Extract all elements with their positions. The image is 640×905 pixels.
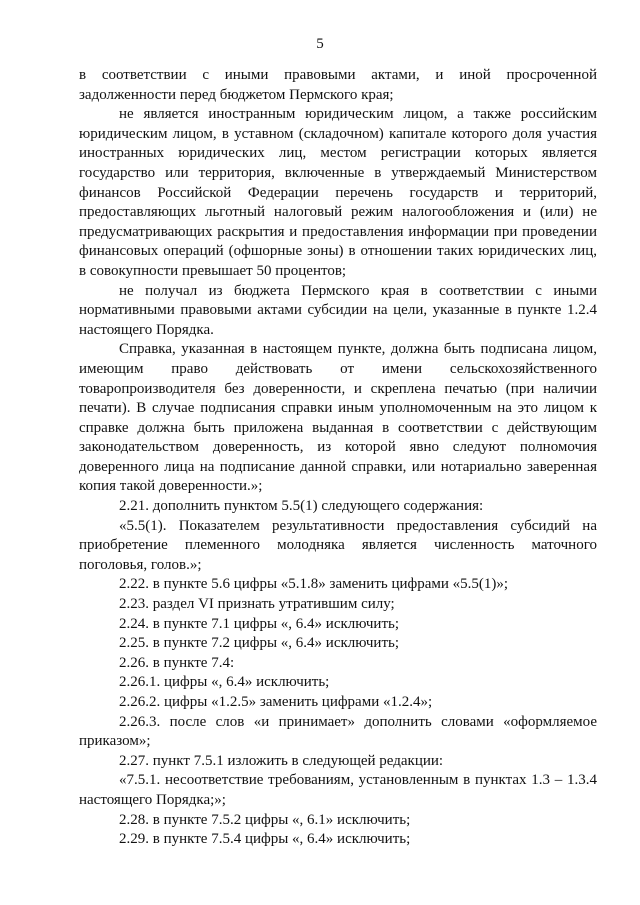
paragraph-10: 2.25. в пункте 7.2 цифры «, 6.4» исключить;: [119, 635, 400, 652]
paragraph-15: 2.27. пункт 7.5.1 изложить в следующей редакции:: [119, 752, 444, 769]
paragraph-7: 2.22. в пункте 5.6 цифры «5.1.8» заменить цифрами «5.5(1)»;: [119, 576, 509, 593]
paragraph-3: не получал из бюджета Пермского края в соответствии с иными нормативными правовыми актами субсидии на цели, указанные в пункте 1.2.4 настоящего Порядка.: [79, 282, 597, 338]
paragraph-6: «5.5(1). Показателем результативности предоставления субсидий на приобретение племенного молодняка является численность маточного поголовья, голов.»;: [79, 517, 597, 573]
paragraph-8: 2.23. раздел VI признать утратившим силу;: [119, 596, 395, 613]
document-body: [79, 66, 597, 850]
paragraph-13: 2.26.2. цифры «1.2.5» заменить цифрами «1.2.4»;: [119, 694, 433, 710]
paragraph-9: 2.24. в пункте 7.1 цифры «, 6.4» исключить;: [119, 615, 400, 632]
page-number: 5: [316, 36, 324, 52]
paragraph-17: 2.28. в пункте 7.5.2 цифры «, 6.1» исключить;: [119, 811, 411, 828]
paragraph-5: 2.21. дополнить пунктом 5.5(1) следующего содержания:: [119, 498, 484, 515]
paragraph-12: 2.26.1. цифры «, 6.4» исключить;: [119, 674, 330, 691]
paragraph-4: Справка, указанная в настоящем пункте, должна быть подписана лицом, имеющим право действовать от имени сельскохозяйственного товаропроизводителя без доверенности, и скреплена печатью (при наличии печати). В случае подписания справки иным уполномоченным на это лицом к справке должна быть приложена выданная в соответствии с действующим законодательством доверенность, из которой явно следуют полномочия доверенного лица на подписание данной справки, или нотариально заверенная копия такой доверенности.»;: [79, 341, 597, 495]
paragraph-1: в соответствии с иными правовыми актами, и иной просроченной задолженности перед бюджетом Пермского края;: [79, 67, 597, 103]
paragraph-14: 2.26.3. после слов «и принимает» дополнить словами «оформляемое приказом»;: [79, 713, 597, 750]
paragraph-2: не является иностранным юридическим лицом, а также российским юридическим лицом, в уставном (складочном) капитале которого доля участия иностранных юридических лиц, местом регистрации которых является государство или территория, включенные в утверждаемый Министерством финансов Российской Федерации перечень государств и территорий, предоставляющих льготный налоговый режим налогообложения и (или) не предусматривающих раскрытия и предоставления информации при проведении финансовых операций (офшорные зоны) в отношении таких юридических лиц, в совокупности превышает 50 процентов;: [79, 106, 597, 279]
paragraph-11: 2.26. в пункте 7.4:: [119, 654, 235, 671]
paragraph-18: 2.29. в пункте 7.5.4 цифры «, 6.4» исключить;: [119, 831, 411, 848]
paragraph-16: «7.5.1. несоответствие требованиям, установленным в пунктах 1.3 – 1.3.4 настоящего Порядка;»;: [79, 772, 597, 808]
